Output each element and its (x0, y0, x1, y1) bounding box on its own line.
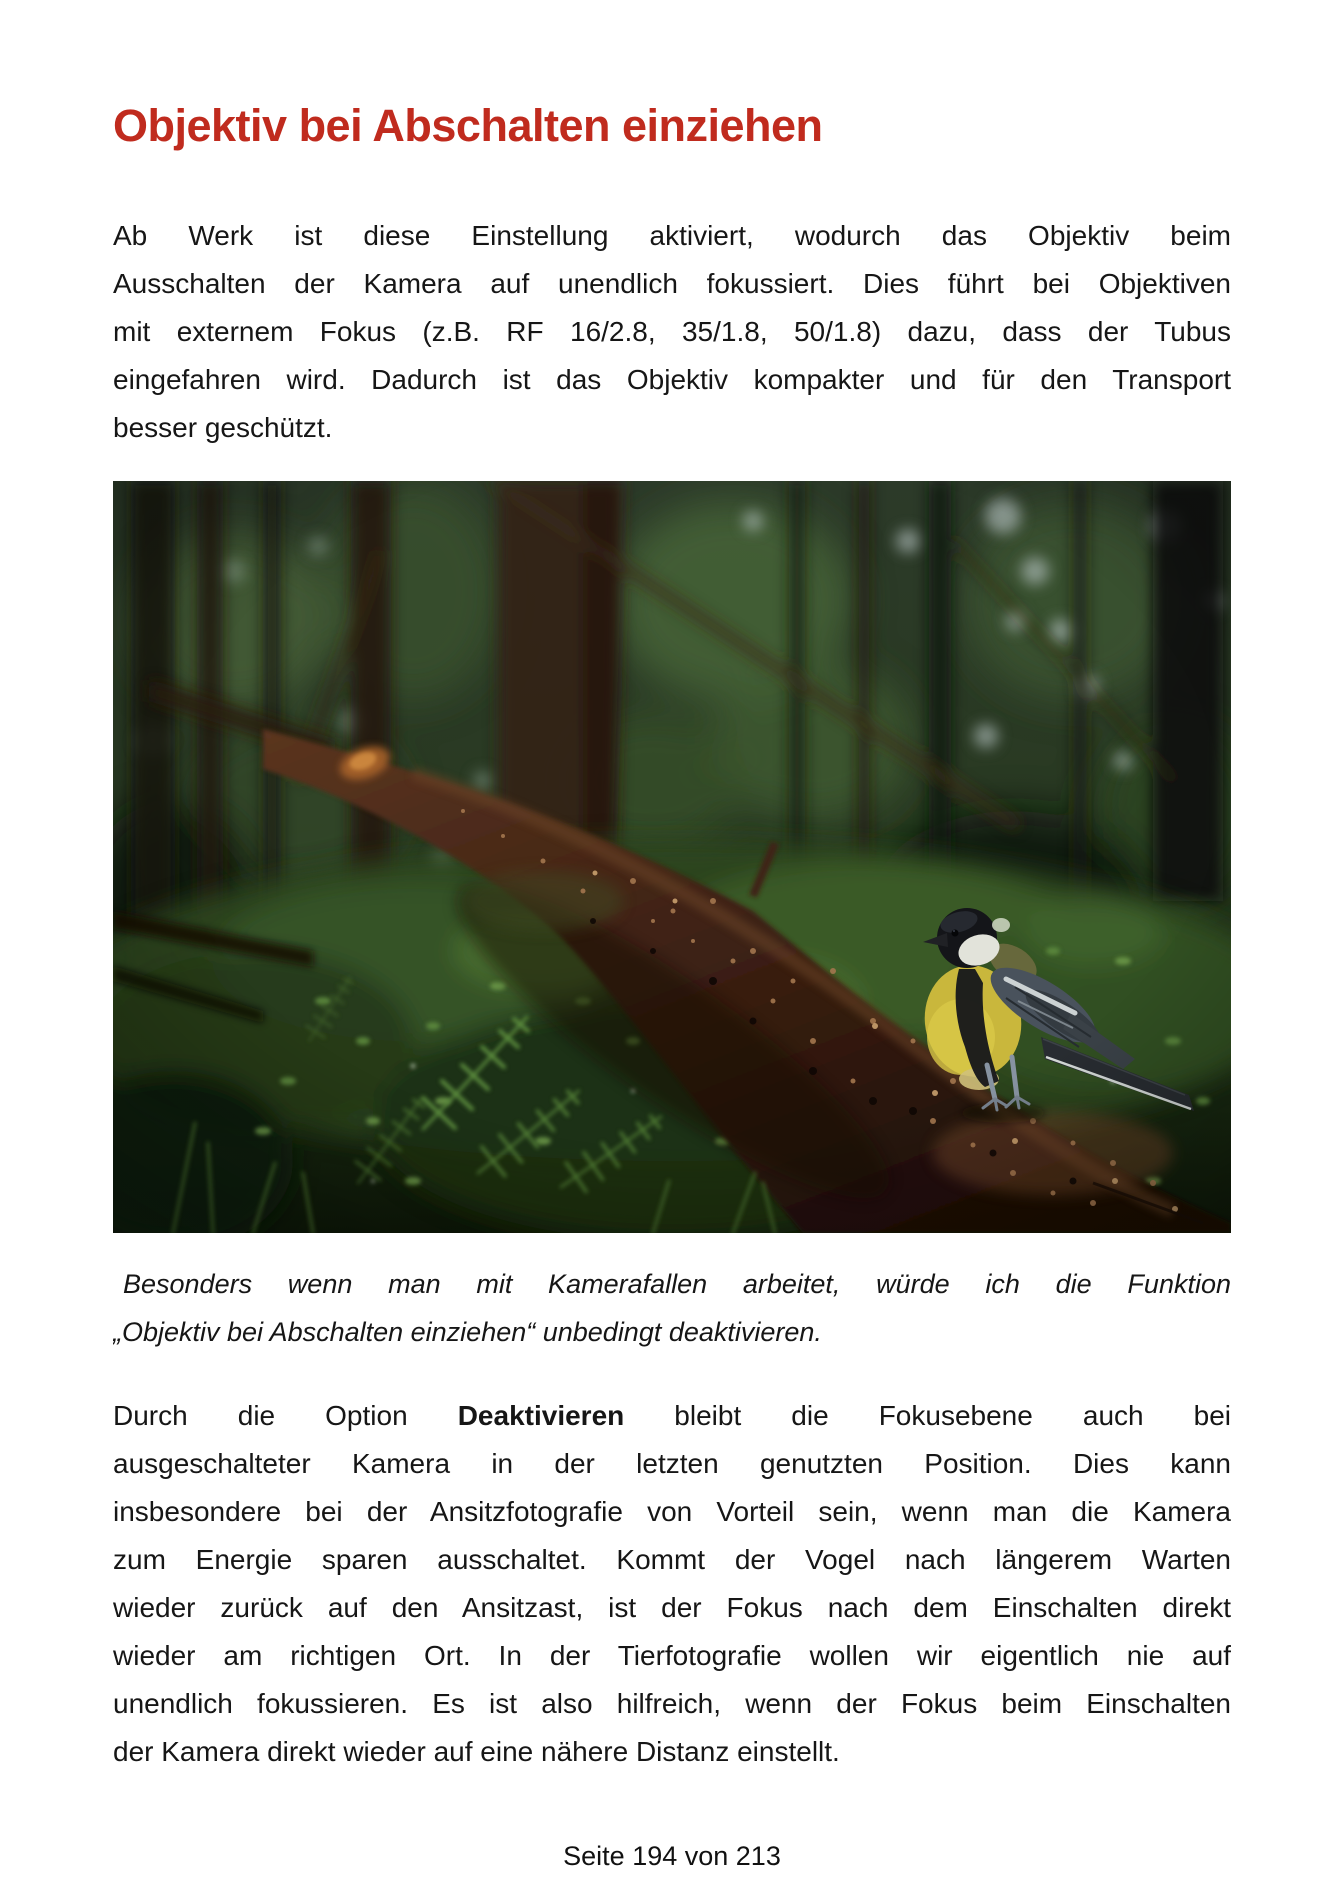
text-line: insbesondere bei der Ansitzfotografie von Vorteil sein, wenn man die Kamera (113, 1496, 1231, 1527)
text-line: zum Energie sparen ausschaltet. Kommt der Vogel nach längerem Warten (113, 1544, 1231, 1575)
text-line: wieder am richtigen Ort. In der Tierfotografie wollen wir eigentlich nie auf (113, 1640, 1231, 1671)
forest-photo (113, 481, 1231, 1233)
text-line: Durch die Option Deaktivieren bleibt die Fokusebene auch bei (113, 1400, 1231, 1431)
photo-vignette (113, 481, 1231, 1233)
text-line: Ab Werk ist diese Einstellung aktiviert, wodurch das Objektiv beim (113, 220, 1231, 251)
text-line: eingefahren wird. Dadurch ist das Objektiv kompakter und für den Transport (113, 364, 1231, 395)
text-line: Ausschalten der Kamera auf unendlich fokussiert. Dies führt bei Objektiven (113, 268, 1231, 299)
body-paragraph (113, 1392, 1231, 1776)
text-line: der Kamera direkt wieder auf eine nähere Distanz einstellt. (113, 1736, 840, 1767)
text-line: wieder zurück auf den Ansitzast, ist der Fokus nach dem Einschalten direkt (113, 1592, 1231, 1623)
intro-paragraph (113, 212, 1231, 452)
content-column (113, 0, 1231, 1880)
photo-caption (113, 1260, 1231, 1356)
text-line: unendlich fokussieren. Es ist also hilfreich, wenn der Fokus beim Einschalten (113, 1688, 1231, 1719)
text-line: besser geschützt. (113, 412, 333, 443)
section-heading: Objektiv bei Abschalten einziehen (113, 100, 823, 151)
text-line: ausgeschalteter Kamera in der letzten genutzten Position. Dies kann (113, 1448, 1231, 1479)
text-line: „Objektiv bei Abschalten einziehen“ unbedingt deaktivieren. (113, 1317, 822, 1347)
text-line: Besonders wenn man mit Kamerafallen arbeitet, würde ich die Funktion (123, 1269, 1231, 1299)
forest-photo-illustration (113, 481, 1231, 1233)
text-line: mit externem Fokus (z.B. RF 16/2.8, 35/1.8, 50/1.8) dazu, dass der Tubus (113, 316, 1231, 347)
page-number: Seite 194 von 213 (563, 1841, 781, 1871)
